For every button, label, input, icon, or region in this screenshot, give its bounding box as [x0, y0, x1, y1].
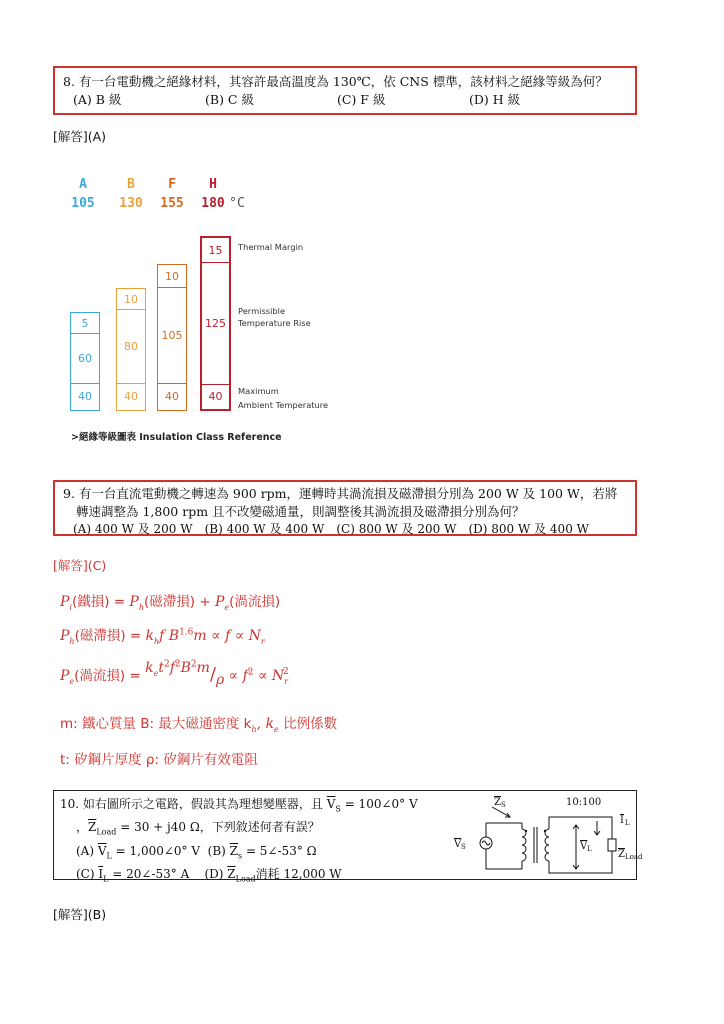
q9-option-a: (A) 400 W 及 200 W: [73, 522, 193, 536]
class-a-ambient: 40: [78, 389, 92, 403]
class-h-ambient: 40: [208, 390, 223, 403]
q10-opt-b: = 5∠-53° Ω: [242, 843, 317, 858]
class-f-name: F: [168, 177, 176, 192]
class-h-name: H: [209, 177, 217, 192]
column-class-b: [116, 288, 146, 411]
eq3-left: (渦流損) =: [74, 668, 146, 684]
eq-definitions-2: [60, 748, 258, 768]
label-ambient-1: Maximum: [238, 386, 279, 396]
q8-option-c: (C) F 級: [337, 92, 386, 107]
q10-opt-d: 消耗 12,000 W: [255, 867, 342, 882]
class-a-margin: 5: [71, 313, 99, 334]
svg-text:V: V: [580, 841, 588, 852]
svg-text:S: S: [501, 801, 506, 809]
svg-text:L: L: [625, 819, 630, 827]
def1-text: m: 鐵心質量 B: 最大磁通密度 k: [60, 716, 252, 732]
q8-option-d: (D) H 級: [469, 92, 521, 107]
eq-hysteresis-loss: $P_h$(磁滯損) = $k_hf$ $B^{1.6}m \propto f \propto N_r$: [60, 627, 265, 646]
class-h-temp: 180: [201, 196, 225, 211]
column-class-a: [70, 312, 100, 411]
svg-text:Z: Z: [618, 849, 625, 860]
svg-text:L: L: [587, 845, 592, 853]
svg-text:Z: Z: [494, 797, 501, 808]
transformer-circuit-diagram: [452, 791, 643, 877]
eq1-right: (渦流損): [229, 594, 281, 610]
q8-option-a: (A) B 級: [73, 92, 122, 107]
label-permissible-2: Temperature Rise: [238, 318, 311, 328]
class-a-rise: 60: [71, 333, 99, 384]
eq-iron-loss: $P_i$(鐵損) = $P_h$(磁滯損) + $P_e$(渦流損): [60, 594, 281, 612]
q9-option-d: (D) 800 W 及 400 W: [468, 522, 589, 536]
class-a-temp: 105: [71, 196, 95, 211]
svg-text:I: I: [620, 815, 624, 826]
svg-text:S: S: [461, 843, 466, 851]
q10-options-row-1: (A) $\overline{V}_L$ = 1,000∠0° V (B) $\overline{Z}_s$ = 5∠-53° Ω: [76, 843, 317, 861]
q8-option-b: (B) C 級: [205, 92, 254, 107]
question-10-box: [53, 790, 643, 884]
q10-options-row-2: (C) $\overline{I}_L$ = 20∠-53° A (D) $\overline{Z}_{Load}$消耗 12,000 W: [76, 867, 342, 884]
eq1-left: (鐵損) =: [71, 594, 130, 610]
q9-answer: [解答](C): [53, 558, 107, 573]
column-class-f: [157, 264, 187, 411]
class-h-rise: 125: [202, 262, 229, 385]
label-ambient-2: Ambient Temperature: [238, 400, 329, 410]
question-9-line-2: 轉速調整為 1,800 rpm 且不改變磁通量，則調整後其渦流損及磁滯損分別為何？: [76, 504, 525, 519]
q9-option-b: (B) 400 W 及 400 W: [204, 522, 325, 536]
svg-text:V: V: [454, 839, 462, 850]
chart-caption: >絕緣等級圖表 Insulation Class Reference: [71, 432, 282, 443]
class-f-rise: 105: [158, 287, 186, 384]
label-permissible-1: Permissible: [238, 306, 286, 316]
class-b-rise: 80: [117, 309, 145, 384]
label-thermal-margin: Thermal Margin: [238, 242, 304, 252]
eq-eddy-loss: $P_e$(渦流損) = $k_et^2f^2B^2m/\rho \propto f^2 \propto N_r^2$: [60, 659, 289, 688]
q8-answer: [解答](A): [53, 129, 107, 144]
svg-text:Load: Load: [625, 853, 643, 861]
eq1-mid: (磁滯損) +: [144, 594, 215, 610]
class-a-name: A: [79, 177, 87, 192]
q10-opt-c: = 20∠-53° A: [108, 867, 190, 882]
q10-line1-pre: 10. 如右圖所示之電路，假設其為理想變壓器，且: [60, 797, 327, 811]
question-9-box: [53, 480, 637, 536]
class-f-ambient: 40: [165, 389, 179, 403]
column-class-h: [200, 236, 231, 411]
def1-tail: 比例係數: [278, 716, 338, 732]
question-9-line-1: 9. 有一台直流電動機之轉速為 900 rpm，運轉時其渦流損及磁滯損分別為 200 W 及 100 W，若將: [63, 486, 618, 501]
class-b-ambient: 40: [124, 389, 138, 403]
temp-unit: °C: [229, 196, 245, 211]
q10-opt-a: = 1,000∠0° V: [111, 843, 201, 858]
eq-definitions-1: m: 鐵心質量 B: 最大磁通密度 $k_h$, $k_e$ 比例係數: [60, 716, 338, 734]
eq2-left: (磁滯損) =: [74, 628, 146, 644]
class-f-temp: 155: [160, 196, 184, 211]
q10-line2-val: = 30 + j40 Ω，下列敘述何者有誤？: [116, 820, 320, 835]
class-b-margin: 10: [117, 289, 145, 310]
def2-text: t: 矽鋼片厚度 ρ: 矽鋼片有效電阻: [60, 752, 258, 768]
turns-ratio: 10:100: [566, 797, 602, 808]
class-f-margin: 10: [158, 265, 186, 288]
class-h-margin: 15: [202, 238, 229, 263]
question-8-box: [53, 66, 637, 115]
q9-option-c: (C) 800 W 及 200 W: [336, 522, 457, 536]
q10-line1-val: = 100∠0° V: [340, 797, 418, 811]
question-8-text: 8. 有一台電動機之絕緣材料，其容許最高溫度為 130℃，依 CNS 標準，該材料之絕緣等級為何？: [63, 74, 608, 89]
class-b-name: B: [127, 177, 135, 192]
q10-answer: [解答](B): [53, 907, 107, 922]
q10-line-1: 10. 如右圖所示之電路，假設其為理想變壓器，且 $\overline{V}_S$ = 100∠0° V: [60, 797, 418, 814]
class-b-temp: 130: [119, 196, 143, 211]
q10-line-2: ，$\overline{Z}_{Load} = 30 + j40$ Ω，下列敘述何者有誤？: [76, 820, 320, 837]
